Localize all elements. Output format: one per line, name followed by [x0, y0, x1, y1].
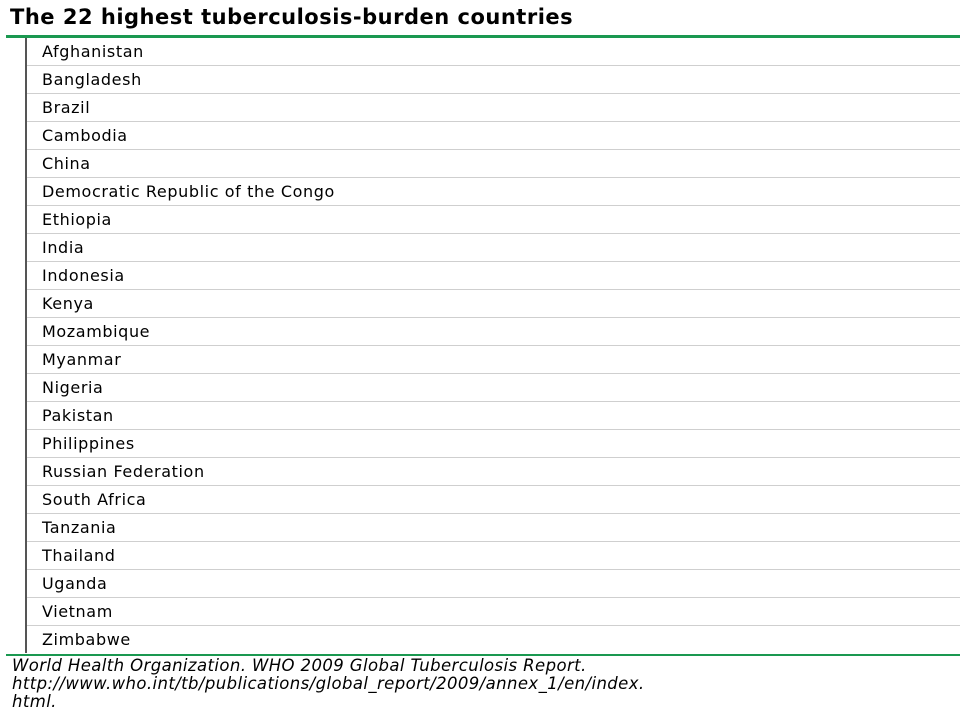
- country-name: Nigeria: [42, 378, 104, 397]
- table-row: [27, 346, 960, 374]
- country-name: Tanzania: [42, 518, 117, 537]
- country-name: India: [42, 238, 85, 257]
- country-name: Uganda: [42, 574, 108, 593]
- table-row: [27, 66, 960, 94]
- table-row: [27, 542, 960, 570]
- country-name: Zimbabwe: [42, 630, 131, 649]
- table-row: [27, 430, 960, 458]
- country-name: Pakistan: [42, 406, 114, 425]
- country-name: Cambodia: [42, 126, 128, 145]
- country-name: Vietnam: [42, 602, 113, 621]
- country-name: South Africa: [42, 490, 147, 509]
- country-name: Bangladesh: [42, 70, 142, 89]
- table-row: [27, 234, 960, 262]
- table-row: [27, 206, 960, 234]
- table-row: [27, 262, 960, 290]
- country-name: China: [42, 154, 91, 173]
- table-row: [27, 458, 960, 486]
- country-name: Democratic Republic of the Congo: [42, 182, 335, 201]
- country-name: Kenya: [42, 294, 94, 313]
- source-line-1: World Health Organization. WHO 2009 Global Tuberculosis Report.: [12, 656, 587, 675]
- table-row: [27, 626, 960, 653]
- country-table: [25, 38, 960, 653]
- table-row: [27, 94, 960, 122]
- table-row: [27, 178, 960, 206]
- country-name: Indonesia: [42, 266, 125, 285]
- table-row: [27, 318, 960, 346]
- table-row: [27, 514, 960, 542]
- country-name: Myanmar: [42, 350, 122, 369]
- source-line-2: http://www.who.int/tb/publications/global_report/2009/annex_1/en/index.: [12, 674, 645, 693]
- country-name: Thailand: [42, 546, 116, 565]
- table-row: [27, 570, 960, 598]
- table-row: [27, 486, 960, 514]
- source-line-3: html.: [12, 692, 57, 711]
- country-name: Russian Federation: [42, 462, 205, 481]
- table-row: [27, 150, 960, 178]
- table-row: [27, 374, 960, 402]
- country-name: Ethiopia: [42, 210, 112, 229]
- source-citation: [12, 657, 952, 711]
- page-title: The 22 highest tuberculosis-burden countries: [10, 5, 574, 29]
- table-row: [27, 122, 960, 150]
- country-name: Brazil: [42, 98, 91, 117]
- country-name: Afghanistan: [42, 42, 144, 61]
- table-row: [27, 38, 960, 66]
- table-row: [27, 290, 960, 318]
- table-row: [27, 598, 960, 626]
- table-row: [27, 402, 960, 430]
- country-name: Philippines: [42, 434, 135, 453]
- country-name: Mozambique: [42, 322, 151, 341]
